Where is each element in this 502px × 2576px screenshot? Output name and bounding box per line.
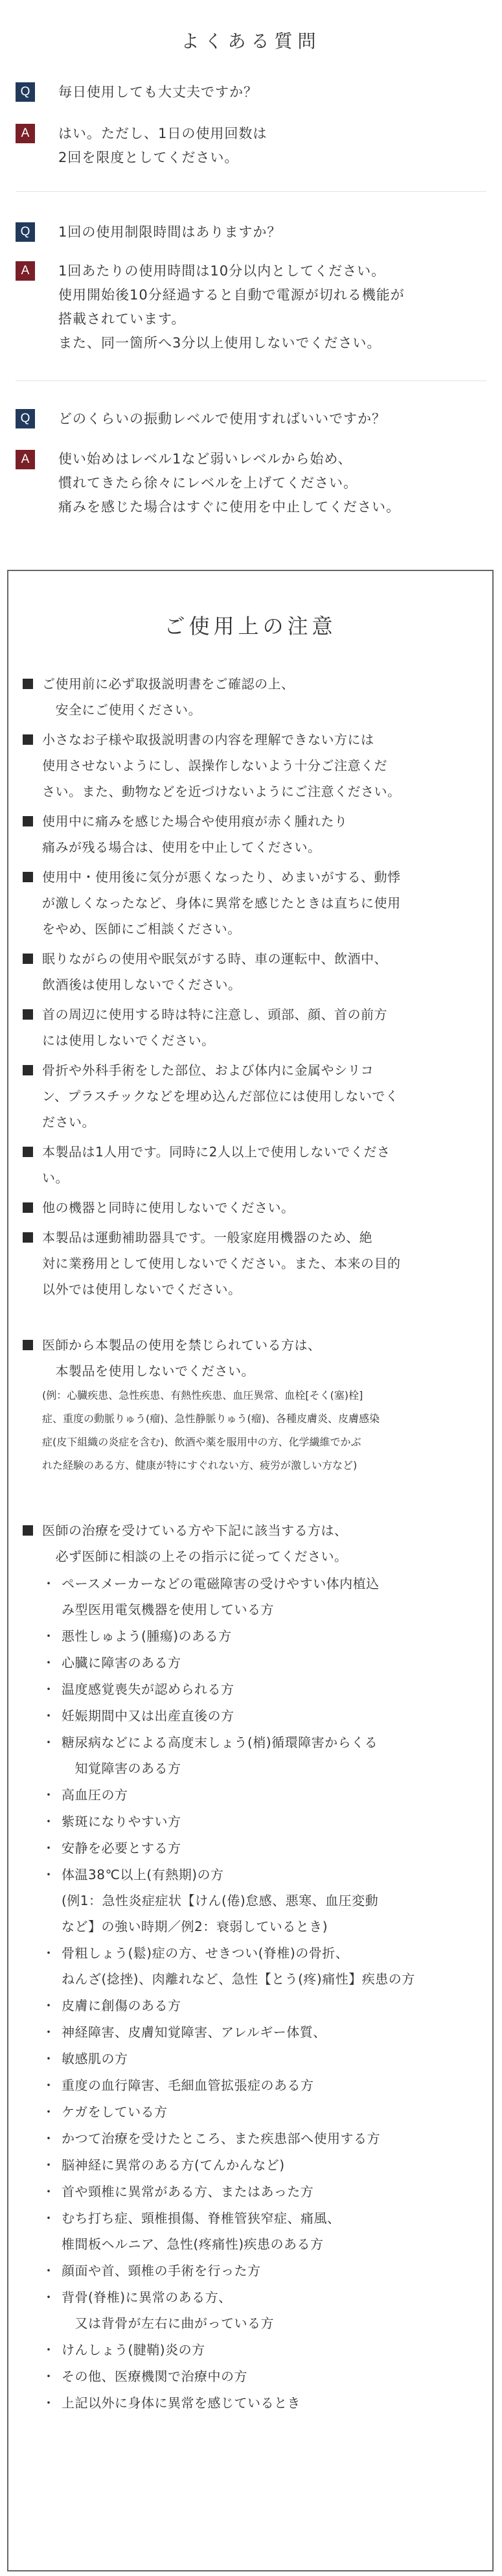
square-bullet-icon — [23, 816, 33, 826]
dot-bullet-icon: ・ — [42, 2131, 55, 2146]
caution-item: 眠りながらの使用や眠気がする時、車の運転中、飲酒中、 飲酒後は使用しないでください。 — [42, 951, 387, 992]
consult-condition-item: 背骨(脊椎)に異常のある方、 又は背骨が左右に曲がっている方 — [62, 2289, 274, 2331]
dot-bullet-icon: ・ — [42, 1576, 55, 1591]
square-bullet-icon — [23, 679, 33, 689]
dot-bullet-icon: ・ — [42, 2157, 55, 2173]
dot-bullet-icon: ・ — [42, 1840, 55, 1856]
dot-bullet-icon: ・ — [42, 1814, 55, 1829]
doctor-ban-item: 医師から本製品の使用を禁じられている方は、 本製品を使用しないでください。 — [42, 1337, 321, 1379]
dot-bullet-icon: ・ — [42, 2369, 55, 2384]
square-bullet-icon — [23, 1340, 33, 1350]
dot-bullet-icon: ・ — [42, 1681, 55, 1697]
dot-bullet-icon: ・ — [42, 2024, 55, 2040]
notice-title: ご使用上の注意 — [164, 614, 337, 638]
consult-condition-item: 顔面や首、頸椎の手術を行った方 — [62, 2263, 261, 2278]
dot-bullet-icon: ・ — [42, 2051, 55, 2067]
square-bullet-icon — [23, 1232, 33, 1243]
consult-condition-item: 敏感肌の方 — [62, 2051, 128, 2067]
consult-condition-item: 悪性しゅよう(腫瘍)のある方 — [62, 1628, 232, 1644]
consult-condition-item: 温度感覚喪失が認められる方 — [62, 1681, 234, 1697]
consult-condition-item: 首や頸椎に異常がある方、またはあった方 — [62, 2184, 314, 2199]
consult-condition-item: 紫斑になりやすい方 — [62, 1814, 181, 1829]
consult-condition-item: けんしょう(腱鞘)炎の方 — [62, 2342, 205, 2358]
consult-condition-item: 心臓に障害のある方 — [62, 1655, 181, 1670]
square-bullet-icon — [23, 1147, 33, 1157]
consult-condition-item: 脳神経に異常のある方(てんかんなど) — [62, 2157, 285, 2173]
square-bullet-icon — [23, 1202, 33, 1213]
dot-bullet-icon: ・ — [42, 1655, 55, 1670]
square-bullet-icon — [23, 954, 33, 964]
consult-condition-item: 高血圧の方 — [62, 1787, 128, 1803]
consult-condition-item: 重度の血行障害、毛細血管拡張症のある方 — [62, 2078, 314, 2093]
consult-condition-item: 神経障害、皮膚知覚障害、アレルギー体質、 — [62, 2024, 326, 2040]
consult-condition-item: ペースメーカーなどの電磁障害の受けやすい体内植込 み型医用電気機器を使用している方 — [62, 1576, 380, 1617]
usage-precautions-box — [7, 570, 494, 2571]
dot-bullet-icon: ・ — [42, 1708, 55, 1724]
consult-condition-item: 糖尿病などによる高度末しょう(梢)循環障害からくる 知覚障害のある方 — [62, 1735, 378, 1776]
doctor-consult-item: 医師の治療を受けている方や下記に該当する方は、 必ず医師に相談の上その指示に従ってください。 — [42, 1523, 348, 1564]
consult-condition-item: その他、医療機関で治療中の方 — [62, 2369, 247, 2384]
faq-answer-3: 使い始めはレベル1など弱いレベルから始め、 慣れてきたら徐々にレベルを上げてください。 痛みを感じた場合はすぐに使用を中止してください。 — [58, 451, 400, 515]
faq-answer-2: 1回あたりの使用時間は10分以内としてください。 使用開始後10分経過すると自動で電源が切れる機能が 搭載されています。 また、同一箇所へ3分以上使用しないでください。 — [58, 263, 405, 351]
dot-bullet-icon: ・ — [42, 2078, 55, 2093]
dot-bullet-icon: ・ — [42, 1628, 55, 1644]
divider — [16, 191, 486, 192]
consult-condition-item: 上記以外に身体に異常を感じているとき — [62, 2395, 301, 2411]
consult-condition-item: ケガをしている方 — [62, 2104, 168, 2120]
square-bullet-icon — [23, 872, 33, 882]
caution-item: 使用中に痛みを感じた場合や使用痕が赤く腫れたり 痛みが残る場合は、使用を中止してください。 — [42, 814, 348, 855]
dot-bullet-icon: ・ — [42, 2342, 55, 2358]
question-badge: Q — [16, 222, 35, 242]
consult-condition-item: むち打ち症、頸椎損傷、脊椎管狭窄症、痛風、 椎間板ヘルニア、急性(疼痛性)疾患のある方 — [62, 2210, 341, 2252]
caution-item: 他の機器と同時に使用しないでください。 — [42, 1200, 295, 1215]
consult-condition-item: 妊娠期間中又は出産直後の方 — [62, 1708, 234, 1724]
answer-badge: A — [16, 450, 35, 469]
consult-condition-item: かつて治療を受けたところ、また疾患部へ使用する方 — [62, 2131, 380, 2146]
consult-condition-item: 骨粗しょう(鬆)症の方、せきつい(脊椎)の骨折、 ねんざ(捻挫)、肉離れなど、急性【とう(疼)痛性】疾患の方 — [62, 1945, 415, 1987]
dot-bullet-icon: ・ — [42, 1945, 55, 1961]
faq-question-2: 1回の使用制限時間はありますか？ — [58, 224, 282, 240]
caution-item: 使用中・使用後に気分が悪くなったり、めまいがする、動悸 が激しくなったなど、身体に異常を感じたときは直ちに使用 をやめ、医師にご相談ください。 — [42, 869, 401, 937]
faq-answer-1: はい。ただし、1日の使用回数は 2回を限度としてください。 — [58, 126, 268, 165]
question-badge: Q — [16, 409, 35, 428]
consult-condition-item: 体温38℃以上(有熱期)の方 (例1：急性炎症症状【けん(倦)怠感、悪寒、血圧変動 など】の強い時期／例2：衰弱しているとき) — [62, 1867, 379, 1934]
dot-bullet-icon: ・ — [42, 1787, 55, 1803]
answer-badge: A — [16, 261, 35, 281]
caution-item: 本製品は1人用です。同時に2人以上で使用しないでくださ い。 — [42, 1144, 391, 1186]
answer-badge: A — [16, 124, 35, 143]
dot-bullet-icon: ・ — [42, 1735, 55, 1750]
consult-condition-item: 安静を必要とする方 — [62, 1840, 181, 1856]
dot-bullet-icon: ・ — [42, 2184, 55, 2199]
caution-item: ご使用前に必ず取扱説明書をご確認の上、 安全にご使用ください。 — [42, 676, 295, 718]
dot-bullet-icon: ・ — [42, 1998, 55, 2013]
square-bullet-icon — [23, 1065, 33, 1075]
doctor-ban-examples: (例：心臓疾患、急性疾患、有熱性疾患、血圧異常、血栓[そく(塞)栓] 症、重度の動脈りゅう(瘤)、急性静脈りゅう(瘤)、各種皮膚炎、皮膚感染 症(皮下組織の炎症を含む)、飲酒や薬を服用中の方、化学繊維でかぶ れた経験のある方、健康が特にすぐれない方、疲労が激しい方など) — [42, 1389, 380, 1471]
dot-bullet-icon: ・ — [42, 2263, 55, 2278]
dot-bullet-icon: ・ — [42, 2104, 55, 2120]
square-bullet-icon — [23, 1525, 33, 1536]
faq-title: よくある質問 — [181, 30, 321, 52]
caution-item: 首の周辺に使用する時は特に注意し、頭部、顔、首の前方 には使用しないでください。 — [42, 1007, 387, 1048]
caution-item: 小さなお子様や取扱説明書の内容を理解できない方には 使用させないようにし、誤操作しないよう十分ご注意くだ さい。また、動物などを近づけないようにご注意ください。 — [42, 732, 401, 799]
faq-question-3: どのくらいの振動レベルで使用すればいいですか？ — [58, 411, 386, 427]
dot-bullet-icon: ・ — [42, 1867, 55, 1882]
consult-condition-item: 皮膚に創傷のある方 — [62, 1998, 181, 2013]
caution-item: 骨折や外科手術をした部位、および体内に金属やシリコ ン、プラスチックなどを埋め込んだ部位には使用しないでく ださい。 — [42, 1062, 399, 1130]
caution-item: 本製品は運動補助器具です。一般家庭用機器のため、絶 対に業務用として使用しないでください。また、本来の目的 以外では使用しないでください。 — [42, 1230, 401, 1297]
square-bullet-icon — [23, 1009, 33, 1020]
question-badge: Q — [16, 82, 35, 102]
dot-bullet-icon: ・ — [42, 2395, 55, 2411]
dot-bullet-icon: ・ — [42, 2289, 55, 2305]
square-bullet-icon — [23, 734, 33, 745]
faq-question-1: 毎日使用しても大丈夫ですか？ — [58, 84, 258, 100]
dot-bullet-icon: ・ — [42, 2210, 55, 2226]
